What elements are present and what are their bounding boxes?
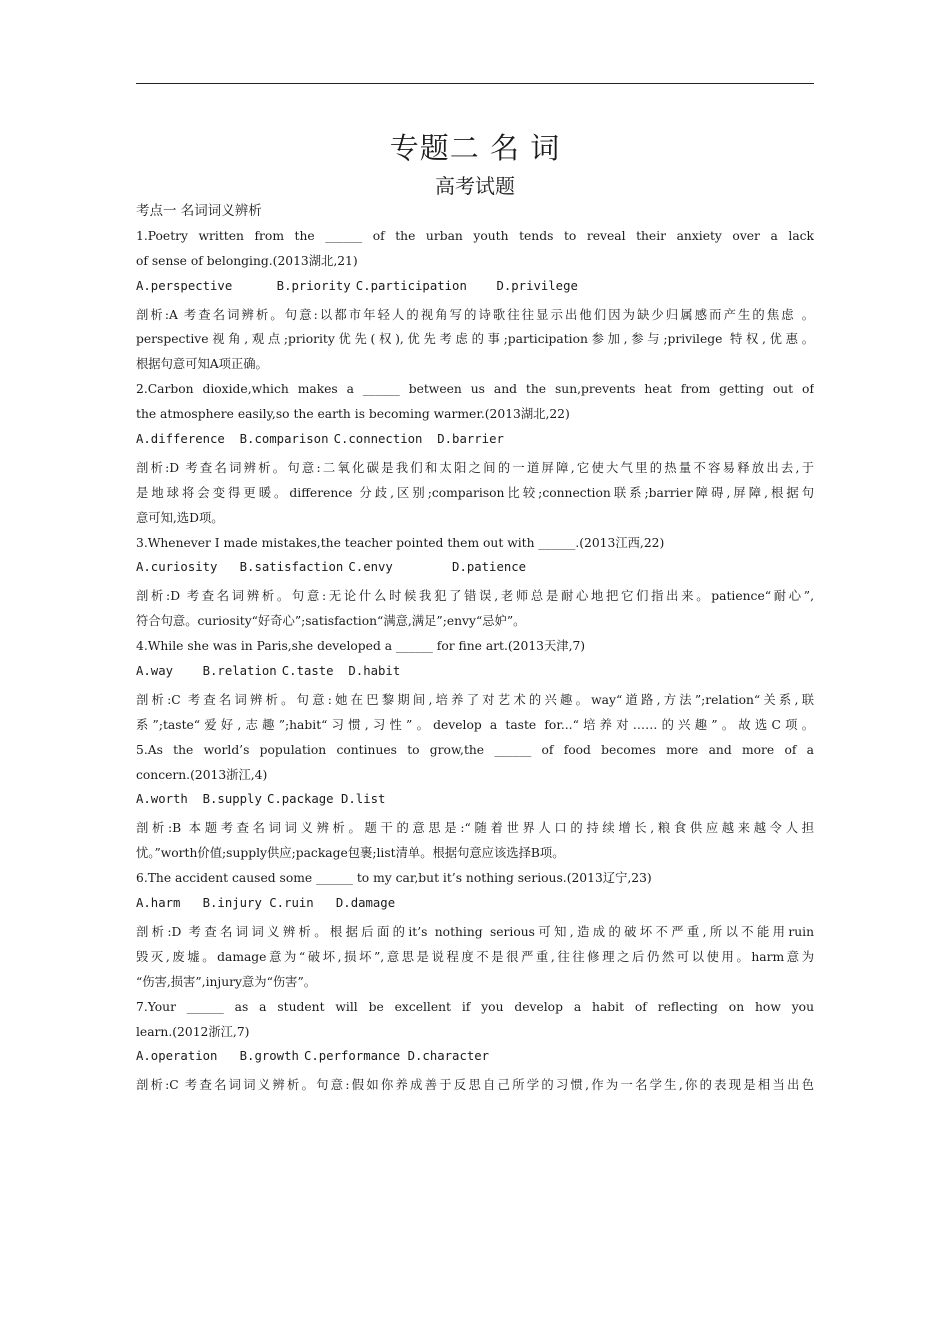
question-2-analysis: 剖析:D 考查名词辨析。句意:二氧化碳是我们和太阳之间的一道屏障,它使大气里的热量不容易释放出去,于 [136, 460, 814, 475]
question-6-analysis: 剖析:D 考查名词词义辨析。根据后面的it’s nothing serious可知,造成的破坏不严重,所以不能用ruin [136, 924, 814, 939]
question-1-analysis: 根据句意可知A项正确。 [136, 357, 268, 372]
question-4-options-cd: C.taste D.habit [281, 664, 401, 679]
question-1-options-ab: A.perspective B.priority [136, 278, 351, 293]
question-1-source: of sense of belonging.(2013湖北,21) [136, 253, 358, 268]
question-2-text: 2.Carbon dioxide,which makes a ______ between us and the sun,prevents heat from getting out of [136, 382, 814, 397]
question-3-options-cd: C.envy D.patience [348, 560, 527, 575]
question-5-analysis: 剖析:B 本题考查名词词义辨析。题干的意思是:“随着世界人口的持续增长,粮食供应越来越令人担 [136, 821, 814, 836]
question-4-analysis: 剖析:C 考查名词辨析。句意:她在巴黎期间,培养了对艺术的兴趣。way“道路,方法”;relation“关系,联 [136, 692, 814, 707]
question-7-options-cd: C.performance D.character [303, 1049, 490, 1064]
document-body [136, 199, 814, 1098]
question-2-analysis: 意可知,选D项。 [136, 510, 224, 525]
header-rule [136, 83, 814, 84]
question-7-text: 7.Your ______ as a student will be excellent if you develop a habit of reflecting on how you [136, 999, 814, 1014]
question-1-analysis: 剖析:A 考查名词辨析。句意:以都市年轻人的视角写的诗歌往往显示出他们因为缺少归属感而产生的焦虑 。 [136, 307, 814, 322]
page-subtitle: 高考试题 [435, 174, 515, 198]
question-5-options-cd: C.package D.list [266, 792, 386, 807]
question-7-options-ab: A.operation B.growth [136, 1049, 299, 1064]
question-3-analysis: 符合句意。curiosity“好奇心”;satisfaction“满意,满足”;envy“忌妒”。 [136, 614, 526, 629]
question-5-source: concern.(2013浙江,4) [136, 767, 268, 782]
question-6-text: 6.The accident caused some ______ to my car,but it’s nothing serious.(2013辽宁,23) [136, 871, 652, 886]
question-3-options-ab: A.curiosity B.satisfaction [136, 560, 344, 575]
question-7-analysis: 剖析:C 考查名词词义辨析。句意:假如你养成善于反思自己所学的习惯,作为一名学生,你的表现是相当出色 [136, 1078, 814, 1093]
question-4-analysis: 系”;taste“爱好,志趣”;habit“习惯,习性”。develop a taste for...“培养对……的兴趣”。故选C项。 [136, 717, 814, 732]
question-2-source: the atmosphere easily,so the earth is becoming warmer.(2013湖北,22) [136, 407, 570, 422]
question-2-analysis: 是地球将会变得更暖。difference 分歧,区别;comparison比较;connection联系;barrier障碍,屏障,根据句 [136, 485, 814, 500]
question-6-analysis: 毁灭,废墟。damage意为“破坏,损坏”,意思是说程度不是很严重,往往修理之后仍然可以使用。harm意为 [136, 949, 814, 964]
question-4-options-ab: A.way B.relation [136, 664, 277, 679]
section-heading: 考点一 名词词义辨析 [136, 203, 262, 219]
question-1-analysis: perspective视角,观点;priority优先(权),优先考虑的事;participation参加,参与;privilege 特权,优惠。 [136, 332, 814, 347]
question-1-options-cd: C.participation D.privilege [355, 278, 578, 293]
question-3-analysis: 剖析:D 考查名词辨析。句意:无论什么时候我犯了错误,老师总是耐心地把它们指出来。patience“耐心”, [136, 589, 814, 604]
question-6-analysis: “伤害,损害”,injury意为“伤害”。 [136, 974, 317, 989]
question-5-text: 5.As the world’s population continues to grow,the ______ of food becomes more and more of a [136, 742, 814, 757]
question-2-options-cd: C.connection D.barrier [333, 432, 504, 447]
question-2-options-ab: A.difference B.comparison [136, 432, 329, 447]
question-7-source: learn.(2012浙江,7) [136, 1024, 250, 1039]
question-4-text: 4.While she was in Paris,she developed a ______ for fine art.(2013天津,7) [136, 639, 586, 654]
question-1-text: 1.Poetry written from the ______ of the urban youth tends to reveal their anxiety over a lack [136, 228, 814, 243]
question-5-options-ab: A.worth B.supply [136, 792, 262, 807]
page-title: 专题二 名 词 [389, 131, 561, 165]
question-6-options: A.harm B.injury C.ruin D.damage [136, 896, 396, 911]
question-5-analysis: 忧。”worth价值;supply供应;package包裹;list清单。根据句意应该选择B项。 [136, 846, 565, 861]
question-3-text: 3.Whenever I made mistakes,the teacher pointed them out with ______.(2013江西,22) [136, 535, 665, 550]
